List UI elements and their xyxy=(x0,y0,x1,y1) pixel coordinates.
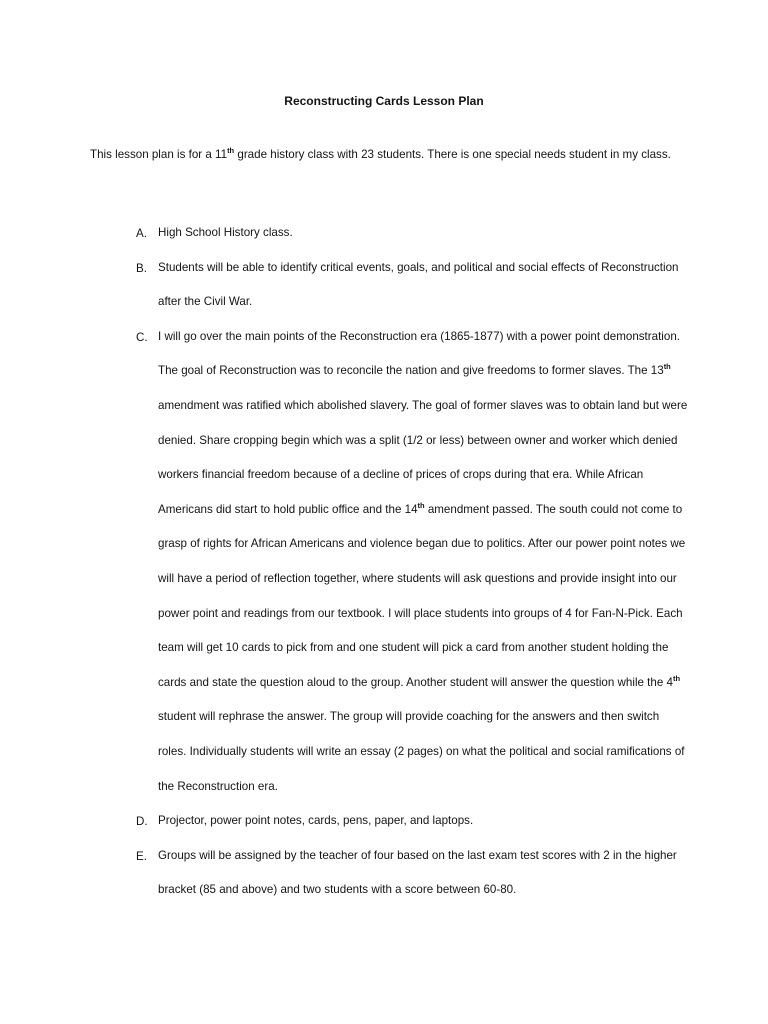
list-letter-c: C. xyxy=(136,330,148,344)
list-text-b: Students will be able to identify critical events, goals, and political and social effects of Reconstruction after the Civil War. xyxy=(158,260,679,309)
intro-paragraph xyxy=(90,137,690,172)
intro-superscript: th xyxy=(227,146,235,156)
list-text-c-sup1: th xyxy=(663,362,671,372)
list-item-b xyxy=(90,251,690,320)
list-text-c-part4: student will rephrase the answer. The group will provide coaching for the answers and then switch roles. Individually students will write an essay (2 pages) on what the political and social ramifications of the Reconstruction era. xyxy=(158,710,685,793)
list-text-c xyxy=(158,320,690,804)
list-text-e: Groups will be assigned by the teacher of four based on the last exam test scores with 2 in the higher bracket (85 and above) and two students with a score between 60-80. xyxy=(158,848,677,897)
lesson-plan-list xyxy=(90,216,690,908)
list-text-a: High School History class. xyxy=(158,226,293,239)
document-title: Reconstructing Cards Lesson Plan xyxy=(284,94,484,108)
list-text-c-part1: I will go over the main points of the Reconstruction era (1865-1877) with a power point demonstration. The goal of Reconstruction was to reconcile the nation and give freedoms to former slaves. The 13 xyxy=(158,329,681,378)
list-item-a xyxy=(90,216,690,251)
list-item-c xyxy=(90,320,690,804)
list-letter-a: A. xyxy=(136,227,147,240)
list-text-c-sup2: th xyxy=(417,500,425,510)
list-item-d xyxy=(90,804,690,839)
intro-text-part1: This lesson plan is for a 11 xyxy=(90,148,228,161)
list-letter-b: B. xyxy=(136,261,147,275)
list-text-c-part3: amendment passed. The south could not come to grasp of rights for African Americans and violence began due to politics. After our power point notes we will have a period of reflection together, where students will ask questions and provide insight into our power point and readings from our textbook. I will place students into groups of 4 for Fan-N-Pick. Each team will get 10 cards to pick from and one student will pick a card from another student holding the cards and state the question aloud to the group. Another student will answer the question while the 4 xyxy=(158,502,686,689)
list-letter-e: E. xyxy=(136,849,147,863)
list-text-d: Projector, power point notes, cards, pens, paper, and laptops. xyxy=(158,814,474,828)
list-letter-d: D. xyxy=(136,815,148,829)
intro-text-part2: grade history class with 23 students. There is one special needs student in my class. xyxy=(234,148,671,161)
list-text-c-sup3: th xyxy=(672,673,681,683)
list-item-e xyxy=(90,839,690,908)
list-text-c-part2: amendment was ratified which abolished slavery. The goal of former slaves was to obtain land but were denied. Share cropping begin which was a split (1/2 or less) between owner and worker which denied workers financial freedom because of a decline of prices of crops during that era. While African Americans did start to hold public office and the 14 xyxy=(158,398,688,516)
